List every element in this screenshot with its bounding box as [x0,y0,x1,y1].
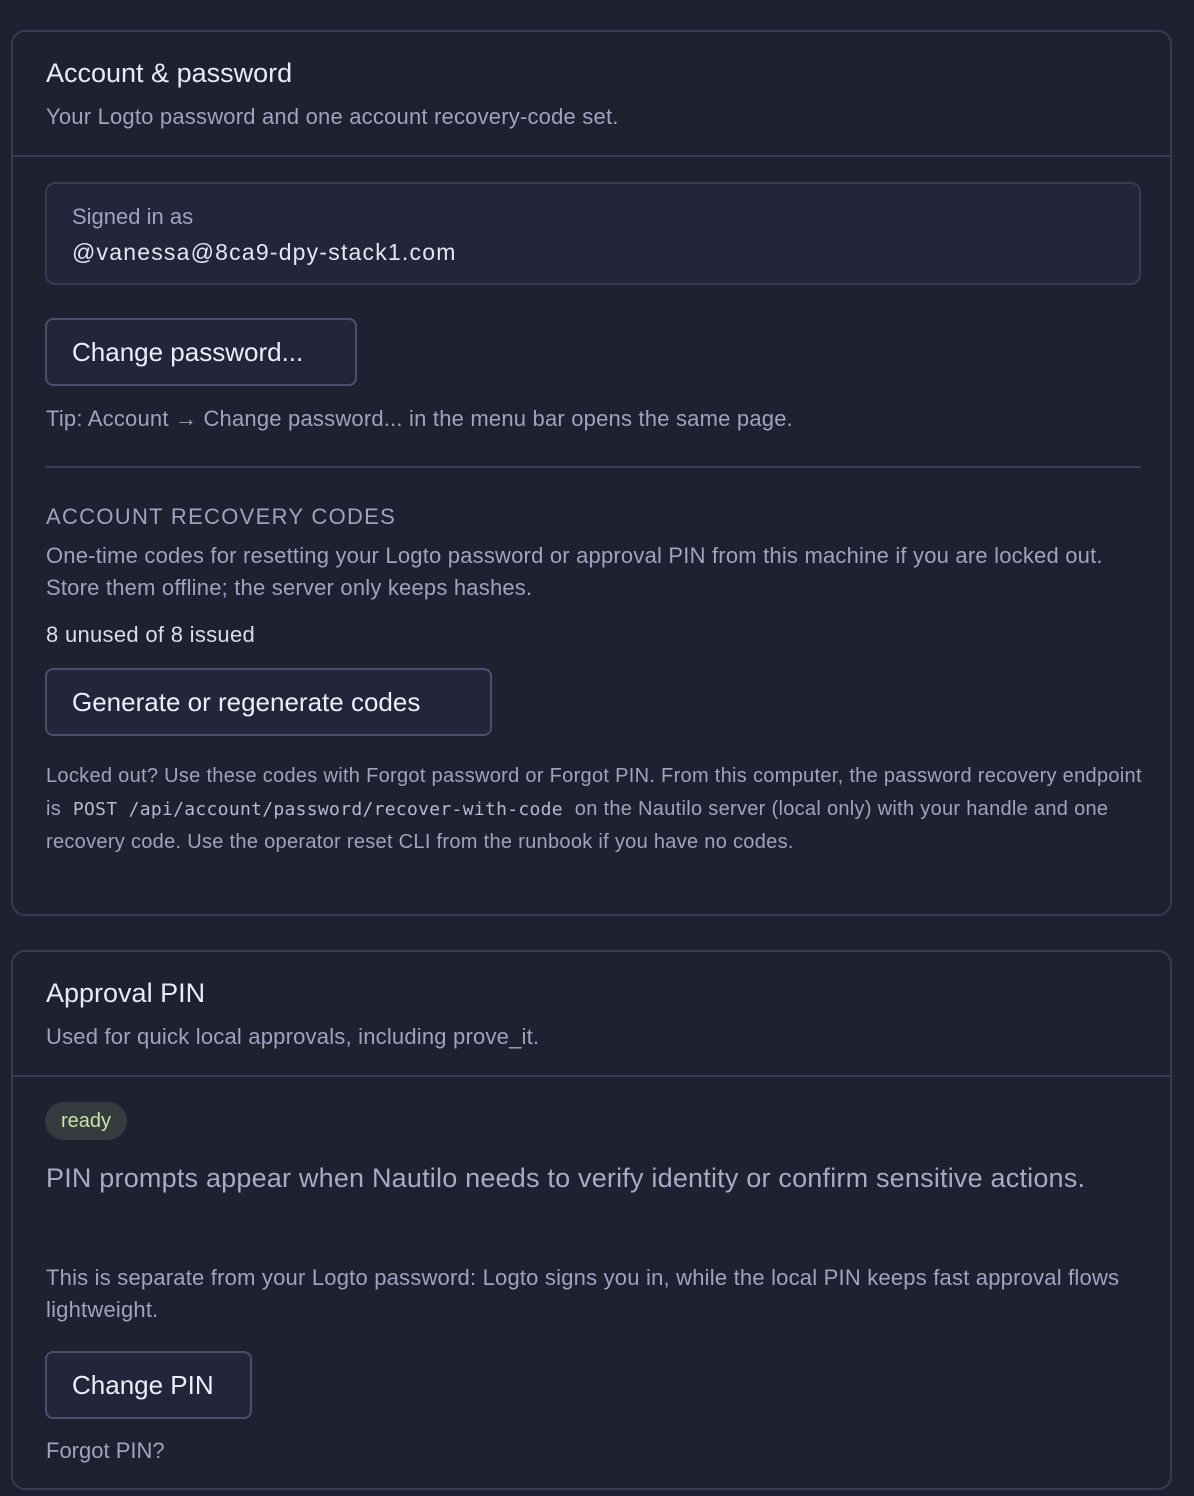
change-password-button[interactable]: Change password... [45,318,357,386]
signed-in-label: Signed in as [72,204,194,229]
account-card-title: Account & password [46,58,293,88]
locked-out-text-end: on the Nautilo server (local only) with your handle and one recovery code. Use the operator reset CLI from the runbook if you have no codes. [46,798,1109,853]
pin-card-subtitle: Used for quick local approvals, including prove_it. [46,1024,540,1049]
account-card-header [13,32,1170,157]
account-card-subtitle: Your Logto password and one account recovery-code set. [46,104,619,129]
section-divider [45,466,1141,468]
forgot-pin-link[interactable]: Forgot PIN? [46,1438,165,1463]
pin-card-title: Approval PIN [46,978,206,1008]
pin-separate-text: This is separate from your Logto password: Logto signs you in, while the local PIN keeps fast approval flows lightweight. [46,1265,1120,1322]
recovery-endpoint-code: POST /api/account/password/recover-with-code [72,799,563,820]
pin-status-badge: ready [45,1102,127,1140]
pin-prompt-text: PIN prompts appear when Nautilo needs to verify identity or confirm sensitive actions. [46,1163,1086,1193]
recovery-codes-description: One-time codes for resetting your Logto password or approval PIN from this machine if you are locked out. Store them offline; the server only keeps hashes. [46,543,1103,600]
recovery-codes-heading: ACCOUNT RECOVERY CODES [46,504,397,529]
menu-tip-text: Tip: Account → Change password... in the menu bar opens the same page. [46,406,793,431]
pin-card-header [13,952,1170,1077]
change-pin-button[interactable]: Change PIN [45,1351,252,1419]
account-password-card [11,30,1172,916]
codes-status-count: 8 unused of 8 issued [46,622,256,647]
locked-out-text-start: Locked out? Use these codes with Forgot password or Forgot PIN. From this computer, the password recovery endpoint is [46,765,1142,820]
signed-in-handle: @vanessa@8ca9-dpy-stack1.com [72,239,457,265]
generate-codes-button[interactable]: Generate or regenerate codes [45,668,492,736]
approval-pin-card [11,950,1172,1490]
locked-out-help [46,760,1146,859]
signed-in-box [45,182,1141,285]
